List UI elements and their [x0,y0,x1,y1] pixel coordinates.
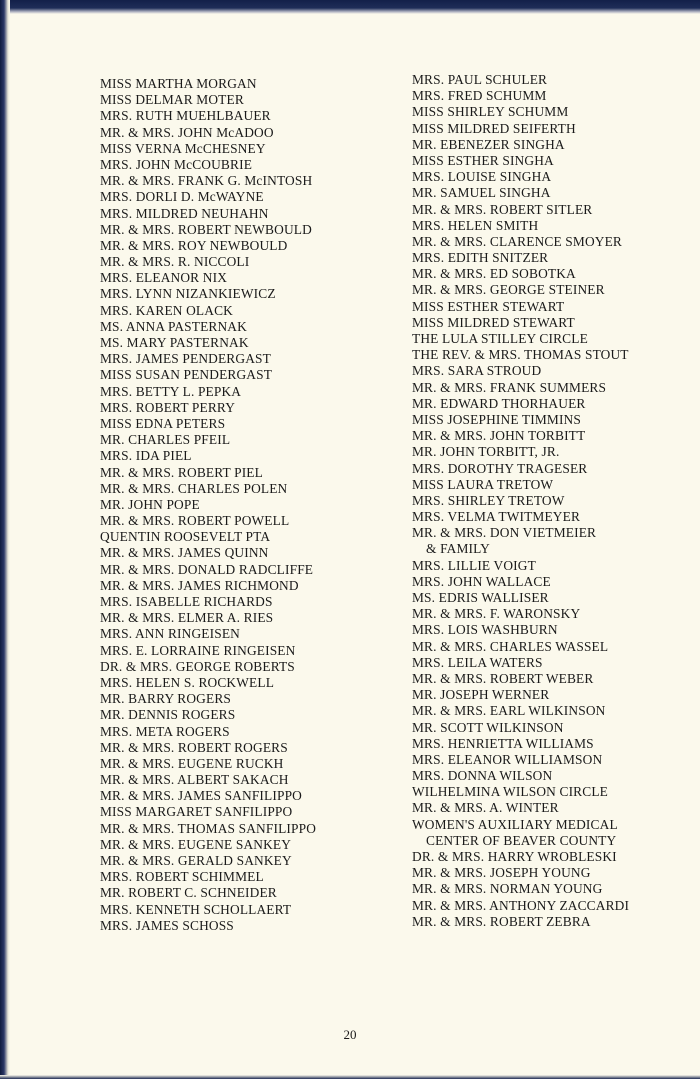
donor-name-continuation: & FAMILY [426,541,490,557]
donor-name: MISS LAURA TRETOW [412,476,554,492]
donor-name: MR. & MRS. ALBERT SAKACH [100,772,289,788]
donor-name: MR. & MRS. JOHN McADOO [100,124,274,140]
binding-left-edge [0,0,10,1079]
donor-name: MRS. IDA PIEL [100,448,192,464]
donor-name: DR. & MRS. HARRY WROBLESKI [412,849,617,864]
donor-name: MR. & MRS. ROBERT NEWBOULD [100,221,312,237]
donor-name: MR. & MRS. JOSEPH YOUNG [412,865,591,881]
donor-name: MR. & MRS. CLARENCE SMOYER [412,233,623,249]
donor-name: MRS. LOIS WASHBURN [412,622,558,638]
donor-name: MR. & MRS. GEORGE STEINER [412,282,605,298]
donor-name: MR. JOSEPH WERNER [412,687,550,703]
donor-name: MRS. LOUISE SINGHA [412,169,552,185]
donor-name: MRS. ROBERT PERRY [100,399,236,415]
donor-name: THE LULA STILLEY CIRCLE [412,331,588,346]
donor-name-continuation: CENTER OF BEAVER COUNTY [426,832,617,848]
donor-name: MR. JOHN POPE [100,496,200,512]
donor-name: MR. & MRS. JOHN TORBITT [412,428,586,444]
donor-name: MR. EBENEZER SINGHA [412,136,565,152]
donor-name: MR. & MRS. ANTHONY ZACCARDI [412,897,630,913]
donor-name: MR. & MRS. EARL WILKINSON [412,703,606,719]
donor-name: MRS. FRED SCHUMM [412,88,547,104]
donor-name: MISS SUSAN PENDERGAST [100,367,273,383]
donor-name: MR. & MRS. JAMES RICHMOND [100,577,299,593]
donor-name: MR. & MRS. F. WARONSKY [412,606,581,622]
donor-name: MISS MARGARET SANFILIPPO [100,804,293,820]
donor-name: DR. & MRS. GEORGE ROBERTS [100,658,295,674]
donor-name: MRS. DORLI D. McWAYNE [100,189,264,205]
donor-name: MS. EDRIS WALLISER [412,590,549,605]
donor-name: MS. ANNA PASTERNAK [100,318,247,334]
donor-name: MRS. JOHN WALLACE [412,573,551,589]
donor-name: MISS DELMAR MOTER [100,92,244,108]
donor-name: MR. & MRS. ROBERT ROGERS [100,739,288,755]
donor-name: MRS. META ROGERS [100,723,230,739]
donor-name: MRS. LYNN NIZANKIEWICZ [100,286,276,302]
donor-name: MRS. LILLIE VOIGT [412,557,536,573]
donor-name: MR. & MRS. A. WINTER [412,800,559,816]
donor-name: MRS. ELEANOR NIX [100,270,228,286]
donor-name: MRS. HENRIETTA WILLIAMS [412,735,594,751]
donor-name: MR. SAMUEL SINGHA [412,185,551,201]
donor-name: MRS. PAUL SCHULER [412,72,548,87]
donor-name: MR. CHARLES PFEIL [100,432,231,448]
donor-name: MRS. ROBERT SCHIMMEL [100,869,264,885]
donor-name: MR. & MRS. NORMAN YOUNG [412,881,603,897]
donor-name: MR. BARRY ROGERS [100,691,232,707]
donor-name: MR. SCOTT WILKINSON [412,719,564,735]
donor-name: MR. & MRS. FRANK SUMMERS [412,379,607,395]
donor-name: MR. & MRS. JAMES QUINN [100,545,269,561]
donor-name: MRS. E. LORRAINE RINGEISEN [100,642,296,658]
donor-name: MRS. HELEN S. ROCKWELL [100,674,275,690]
donor-name: MR. & MRS. JAMES SANFILIPPO [100,788,302,804]
donor-name: MR. & MRS. EUGENE RUCKH [100,755,284,771]
donor-name: MRS. EDITH SNITZER [412,250,549,266]
donor-name: MR. DENNIS ROGERS [100,707,236,723]
donor-name: MR. & MRS. ROY NEWBOULD [100,237,288,253]
donor-name: MRS. JAMES SCHOSS [100,917,234,933]
donor-name: MRS. ANN RINGEISEN [100,626,240,642]
donor-name: MRS. BETTY L. PEPKA [100,383,242,399]
donor-name: MR. & MRS. ROBERT ZEBRA [412,913,591,929]
donor-name: MISS EDNA PETERS [100,415,226,431]
donor-name: MRS. KAREN OLACK [100,302,233,318]
donor-name: MRS. VELMA TWITMEYER [412,509,581,525]
donor-name: MR. & MRS. DON VIETMEIER [412,525,597,541]
donor-name: WILHELMINA WILSON CIRCLE [412,784,609,800]
donor-name: MR. & MRS. FRANK G. McINTOSH [100,173,313,189]
donor-name: MRS. DONNA WILSON [412,768,553,784]
donor-name: MR. & MRS. ELMER A. RIES [100,610,274,626]
donor-name: THE REV. & MRS. THOMAS STOUT [412,347,629,363]
donor-name: MS. MARY PASTERNAK [100,335,249,350]
donor-name: MISS ESTHER STEWART [412,298,565,314]
donor-name: MISS ESTHER SINGHA [412,152,554,168]
donor-name: MISS MILDRED SEIFERTH [412,120,576,136]
donor-name: MRS. ELEANOR WILLIAMSON [412,751,603,767]
donor-name: MR. & MRS. R. NICCOLI [100,254,250,270]
donor-name: MR. & MRS. EUGENE SANKEY [100,836,292,852]
donor-name: MR. ROBERT C. SCHNEIDER [100,885,277,901]
donor-name: MISS MARTHA MORGAN [100,76,257,91]
page-number: 20 [343,1027,357,1042]
donor-name: MR. & MRS. CHARLES POLEN [100,480,288,496]
donor-name: MR. & MRS. DONALD RADCLIFFE [100,561,314,577]
donor-list-right-column [412,72,629,930]
donor-name: MRS. LEILA WATERS [412,654,543,670]
donor-list-left-column [100,76,316,934]
donor-name: QUENTIN ROOSEVELT PTA [100,529,271,545]
donor-name: MRS. KENNETH SCHOLLAERT [100,901,292,917]
donor-name: MR. & MRS. ROBERT PIEL [100,464,263,480]
binding-top-edge [0,0,700,14]
donor-name: MISS VERNA McCHESNEY [100,140,266,156]
donor-name: MRS. ISABELLE RICHARDS [100,594,273,609]
donor-name: MR. & MRS. ROBERT POWELL [100,513,290,529]
donor-name: MR. & MRS. GERALD SANKEY [100,853,292,868]
donor-name: MRS. MILDRED NEUHAHN [100,205,269,221]
donor-name: MR. & MRS. ED SOBOTKA [412,266,576,282]
donor-name: MRS. DOROTHY TRAGESER [412,460,588,476]
donor-name: MISS JOSEPHINE TIMMINS [412,411,581,427]
donor-name: WOMEN'S AUXILIARY MEDICAL [412,816,618,832]
donor-name: MR. & MRS. THOMAS SANFILIPPO [100,820,317,836]
donor-name: MR. & MRS. ROBERT SITLER [412,201,593,217]
donor-name: MRS. SHIRLEY TRETOW [412,492,565,508]
donor-name: MRS. HELEN SMITH [412,217,539,233]
donor-name: MISS MILDRED STEWART [412,314,575,330]
donor-name: MR. EDWARD THORHAUER [412,395,586,411]
donor-name: MRS. JOHN McCOUBRIE [100,156,253,172]
donor-name: MRS. JAMES PENDERGAST [100,351,271,367]
donor-name: MRS. RUTH MUEHLBAUER [100,108,271,124]
donor-name: MRS. SARA STROUD [412,363,542,379]
donor-name: MR. JOHN TORBITT, JR. [412,444,560,460]
binding-bottom-edge [0,1075,700,1079]
donor-name: MISS SHIRLEY SCHUMM [412,104,569,120]
donor-name: MR. & MRS. ROBERT WEBER [412,670,594,686]
donor-name: MR. & MRS. CHARLES WASSEL [412,638,609,654]
